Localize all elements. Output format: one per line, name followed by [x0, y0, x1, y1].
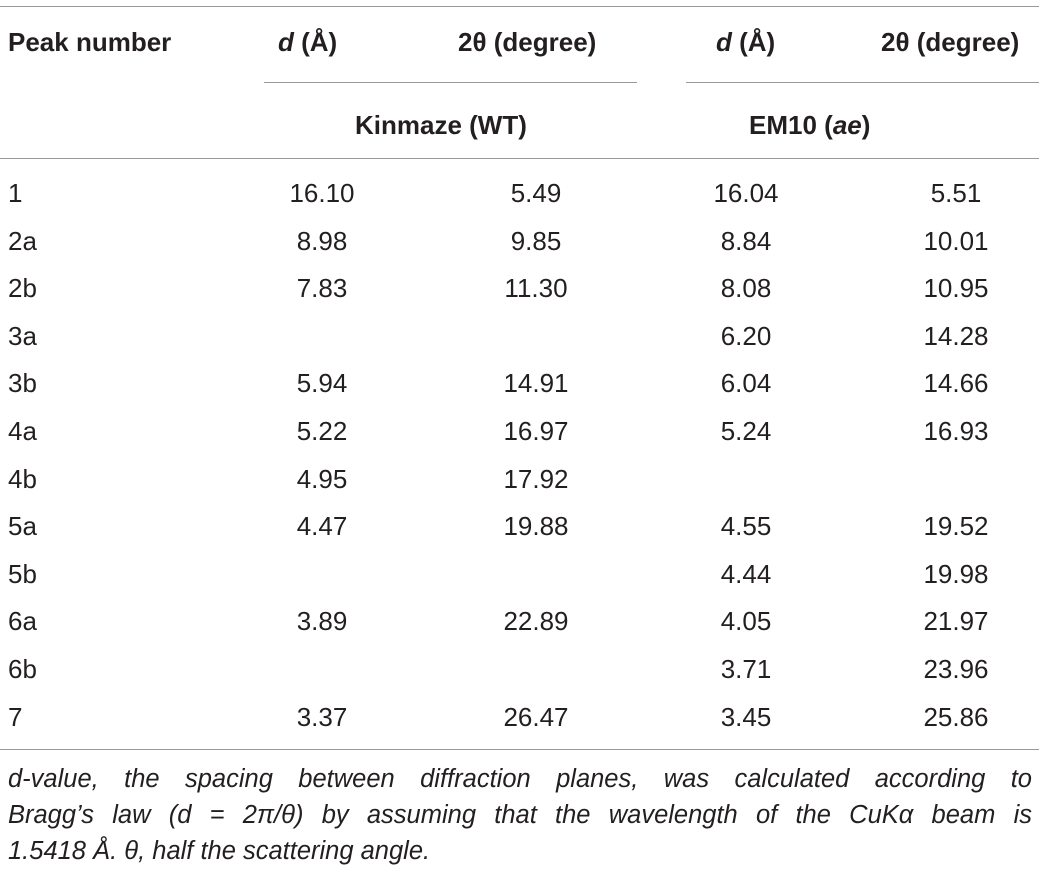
cell-ae-d: 4.44 [720, 559, 772, 589]
cell-ae-2theta: 14.28 [923, 321, 989, 351]
cell-ae-d: 3.45 [720, 702, 772, 732]
footnote-line-2: Bragg’s law (d = 2π/θ) by assuming that the wavelength of the CuKα beam is [8, 801, 1032, 829]
cell-peak: 3b [8, 368, 37, 398]
cell-ae-2theta: 25.86 [923, 702, 989, 732]
cell-ae-2theta: 19.52 [923, 511, 989, 541]
cell-ae-d: 3.71 [720, 654, 772, 684]
cell-ae-d: 8.08 [720, 273, 772, 303]
cell-wt-d: 3.37 [296, 702, 348, 732]
cell-ae-2theta: 10.01 [923, 226, 989, 256]
cell-ae-d: 8.84 [720, 226, 772, 256]
header-wt-d [278, 27, 337, 57]
cell-ae-d: 4.05 [720, 606, 772, 636]
cell-peak: 2b [8, 273, 37, 303]
cell-wt-d: 3.89 [296, 606, 348, 636]
cell-wt-d: 8.98 [296, 226, 348, 256]
cell-peak: 6b [8, 654, 37, 684]
cell-peak: 4a [8, 416, 37, 446]
cell-wt-d: 5.22 [296, 416, 348, 446]
cell-wt-2theta: 9.85 [510, 226, 562, 256]
cell-wt-d: 7.83 [296, 273, 348, 303]
cell-ae-2theta: 10.95 [923, 273, 989, 303]
cell-wt-2theta: 26.47 [503, 702, 569, 732]
cell-ae-2theta: 14.66 [923, 368, 989, 398]
cell-ae-2theta: 5.51 [930, 178, 982, 208]
cell-ae-d: 16.04 [713, 178, 779, 208]
cell-peak: 3a [8, 321, 37, 351]
cell-wt-2theta: 19.88 [503, 511, 569, 541]
header-ae-d-symbol: d [716, 27, 732, 57]
header-ae-2theta: 2θ (degree) [881, 27, 1020, 57]
cell-ae-d: 5.24 [720, 416, 772, 446]
cell-peak: 2a [8, 226, 37, 256]
cell-ae-d: 6.04 [720, 368, 772, 398]
footnote-line-3: 1.5418 Å. θ, half the scattering angle. [8, 837, 431, 865]
cell-wt-d: 5.94 [296, 368, 348, 398]
cell-wt-2theta: 22.89 [503, 606, 569, 636]
footnote-line-1: d-value, the spacing between diffraction planes, was calculated according to [8, 765, 1032, 793]
top-rule [0, 6, 1039, 7]
cell-ae-d: 4.55 [720, 511, 772, 541]
group-rule-wt [264, 82, 637, 83]
header-wt-2theta: 2θ (degree) [458, 27, 597, 57]
group-label-ae-italic: ae [832, 110, 862, 140]
group-label-ae [749, 110, 870, 140]
group-rule-ae [686, 82, 1039, 83]
cell-peak: 5a [8, 511, 37, 541]
cell-ae-d: 6.20 [720, 321, 772, 351]
cell-peak: 7 [8, 702, 23, 732]
header-bottom-rule [0, 158, 1039, 159]
header-ae-d-unit: (Å) [739, 27, 776, 57]
cell-wt-2theta: 5.49 [510, 178, 562, 208]
group-label-wt: Kinmaze (WT) [355, 110, 527, 140]
cell-wt-2theta: 16.97 [503, 416, 569, 446]
header-wt-d-symbol: d [278, 27, 294, 57]
cell-ae-2theta: 19.98 [923, 559, 989, 589]
cell-peak: 5b [8, 559, 37, 589]
header-wt-d-unit: (Å) [301, 27, 338, 57]
header-peak-number: Peak number [8, 27, 172, 57]
cell-wt-d: 16.10 [289, 178, 355, 208]
cell-wt-d: 4.47 [296, 511, 348, 541]
cell-ae-2theta: 21.97 [923, 606, 989, 636]
cell-wt-2theta: 14.91 [503, 368, 569, 398]
cell-wt-2theta: 17.92 [503, 464, 569, 494]
cell-wt-2theta: 11.30 [504, 273, 568, 303]
cell-peak: 1 [8, 178, 23, 208]
cell-ae-2theta: 16.93 [923, 416, 989, 446]
group-label-ae-prefix: EM10 ( [749, 110, 833, 140]
group-label-ae-suffix: ) [861, 110, 871, 140]
bottom-rule [0, 749, 1039, 750]
cell-peak: 4b [8, 464, 37, 494]
cell-ae-2theta: 23.96 [923, 654, 989, 684]
table-footnote [8, 761, 1032, 869]
cell-wt-d: 4.95 [296, 464, 348, 494]
header-ae-d [716, 27, 775, 57]
cell-peak: 6a [8, 606, 37, 636]
